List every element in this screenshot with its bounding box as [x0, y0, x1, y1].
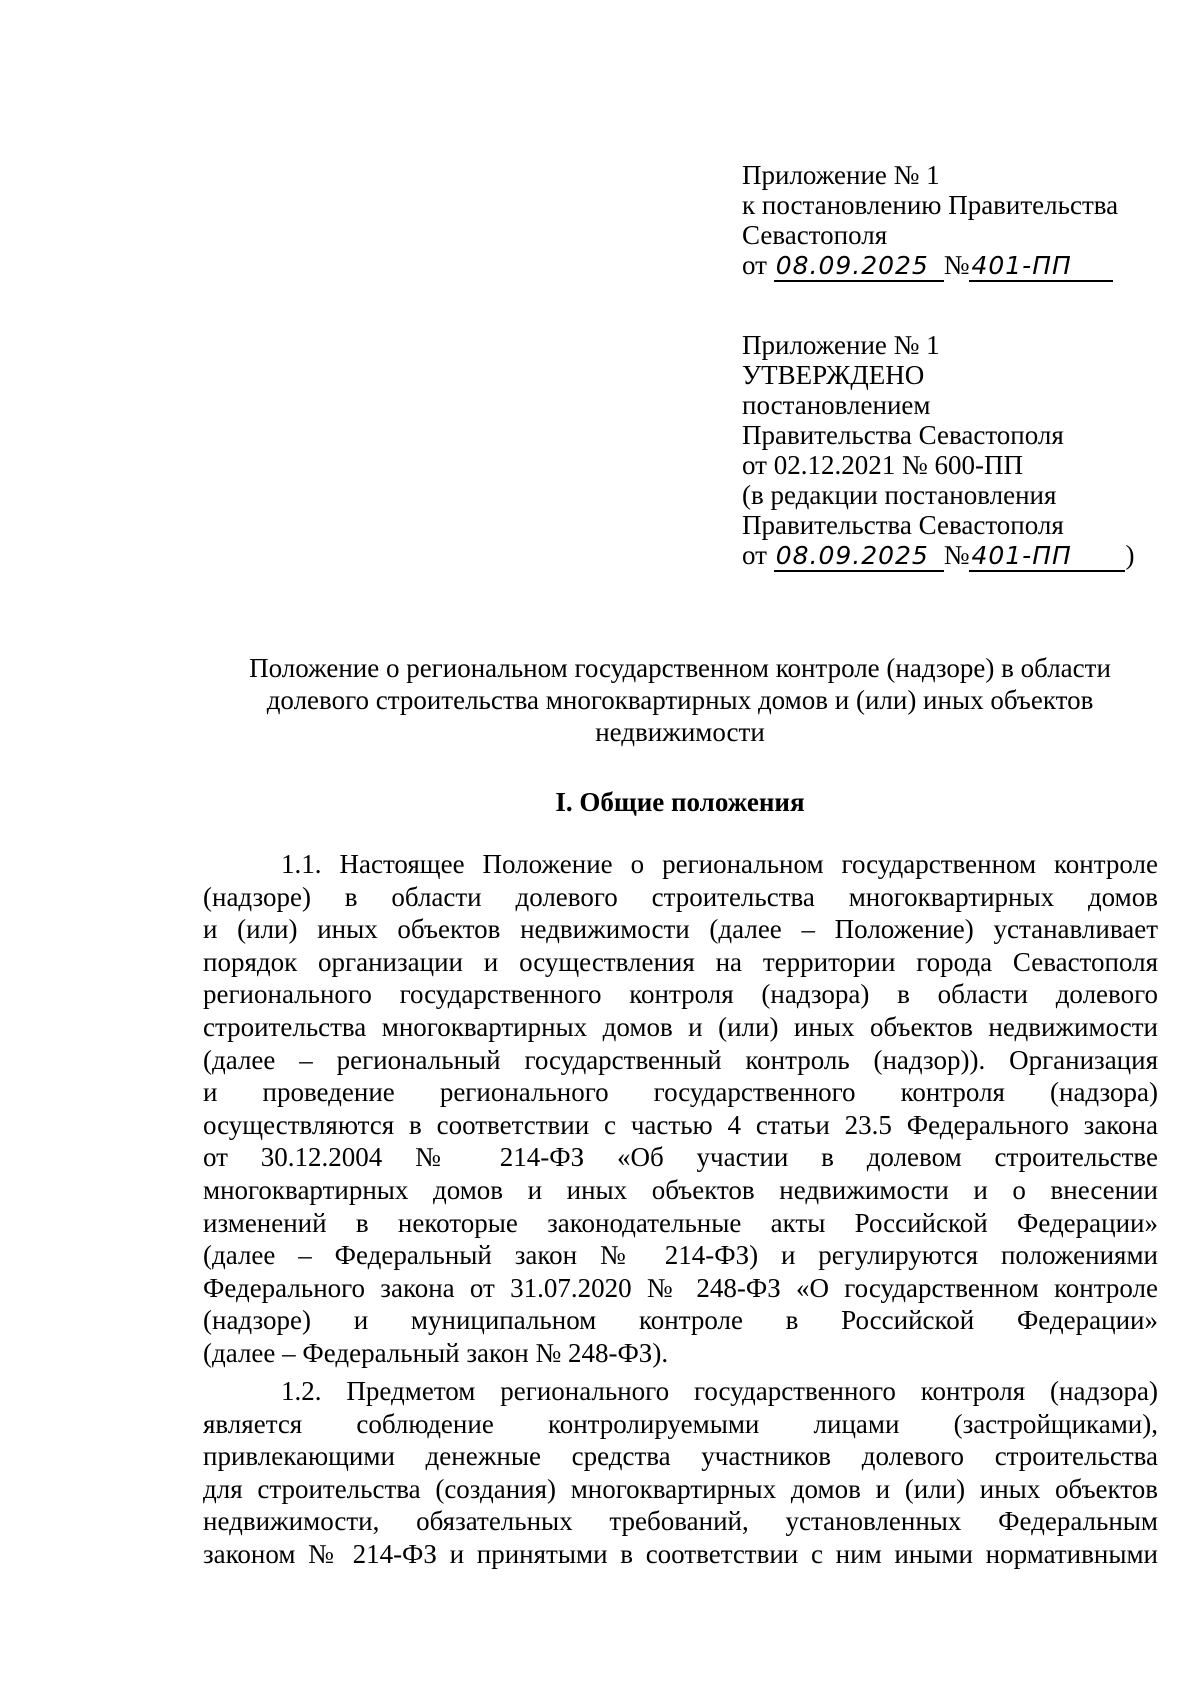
paragraph-line: и (или) иных объектов недвижимости (далее – Положение) устанавливает: [203, 914, 1158, 945]
appendix-original-line1: Приложение № 1: [742, 330, 940, 360]
handwritten-number: 401-ПП: [969, 252, 1113, 282]
paragraph-line: 1.2. Предметом регионального государственного контроля (надзора): [281, 1376, 1158, 1406]
number-sign: №: [943, 250, 970, 280]
handwritten-date: 08.09.2025: [774, 542, 944, 572]
section-heading: I. Общие положения: [555, 787, 805, 817]
paragraph-line: и проведение регионального государственного контроля (надзора): [203, 1077, 1158, 1108]
appendix-current-line2: к постановлению Правительства: [742, 190, 1119, 220]
paragraph-1-1: [203, 848, 1158, 1370]
from-prefix: от: [742, 540, 767, 570]
appendix-original-line3: постановлением: [742, 390, 931, 420]
appendix-original-block: [742, 330, 1134, 572]
approved-label: УТВЕРЖДЕНО: [742, 360, 925, 390]
paragraph-line: (далее – Федеральный закон № 248-ФЗ).: [203, 1337, 669, 1368]
appendix-original-date-line: [742, 540, 1134, 572]
title-line: долевого строительства многоквартирных домов и (или) иных объектов: [266, 685, 1094, 715]
paragraph-line: порядок организации и осуществления на территории города Севастополя: [203, 946, 1158, 977]
paragraph-line: законом № 214-ФЗ и принятыми в соответствии с ним иными нормативными: [203, 1538, 1158, 1569]
handwritten-date: 08.09.2025: [774, 252, 944, 282]
number-sign: №: [943, 540, 970, 570]
paragraph-line: от 30.12.2004 № 214-ФЗ «Об участии в долевом строительстве: [203, 1142, 1158, 1173]
appendix-original-line7: Правительства Севастополя: [742, 510, 1064, 540]
title-line: Положение о региональном государственном контроле (надзоре) в области: [249, 653, 1111, 683]
appendix-current-line1: Приложение № 1: [742, 160, 940, 190]
paragraph-line: строительства многоквартирных домов и (или) иных объектов недвижимости: [203, 1011, 1158, 1042]
paragraph-line: 1.1. Настоящее Положение о региональном государственном контроле: [281, 849, 1158, 879]
paragraph-line: (далее – региональный государственный контроль (надзор)). Организация: [203, 1044, 1158, 1075]
appendix-original-line6: (в редакции постановления: [742, 480, 1057, 510]
paragraph-line: (надзоре) и муниципальном контроле в Российской Федерации»: [203, 1305, 1158, 1336]
paragraph-line: (надзоре) в области долевого строительства многоквартирных домов: [203, 881, 1158, 912]
paragraph-line: привлекающими денежные средства участников долевого строительства: [203, 1441, 1158, 1472]
paragraph-line: для строительства (создания) многоквартирных домов и (или) иных объектов: [203, 1473, 1158, 1504]
paragraph-1-2: [203, 1375, 1158, 1571]
from-prefix: от: [742, 250, 767, 280]
paragraph-line: многоквартирных домов и иных объектов недвижимости и о внесении: [203, 1174, 1158, 1205]
title-line: недвижимости: [595, 717, 765, 747]
appendix-current-line3: Севастополя: [742, 220, 888, 250]
appendix-current-date-line: [742, 250, 1118, 282]
closing-parenthesis: ): [1125, 540, 1135, 570]
appendix-original-line4: Правительства Севастополя: [742, 420, 1064, 450]
paragraph-line: Федерального закона от 31.07.2020 № 248-ФЗ «О государственном контроле: [203, 1272, 1158, 1303]
paragraph-line: (далее – Федеральный закон № 214-ФЗ) и регулируются положениями: [203, 1240, 1158, 1271]
appendix-current-block: [742, 160, 1118, 282]
paragraph-line: регионального государственного контроля (надзора) в области долевого: [203, 979, 1158, 1010]
appendix-original-line5: от 02.12.2021 № 600-ПП: [742, 450, 1023, 480]
paragraph-line: осуществляются в соответствии с частью 4 статьи 23.5 Федерального закона: [203, 1109, 1158, 1140]
document-title: [200, 652, 1160, 748]
handwritten-number: 401-ПП: [969, 542, 1125, 572]
paragraph-line: изменений в некоторые законодательные акты Российской Федерации»: [203, 1207, 1158, 1238]
paragraph-line: недвижимости, обязательных требований, установленных Федеральным: [203, 1506, 1158, 1537]
paragraph-line: является соблюдение контролируемыми лицами (застройщиками),: [203, 1408, 1158, 1439]
